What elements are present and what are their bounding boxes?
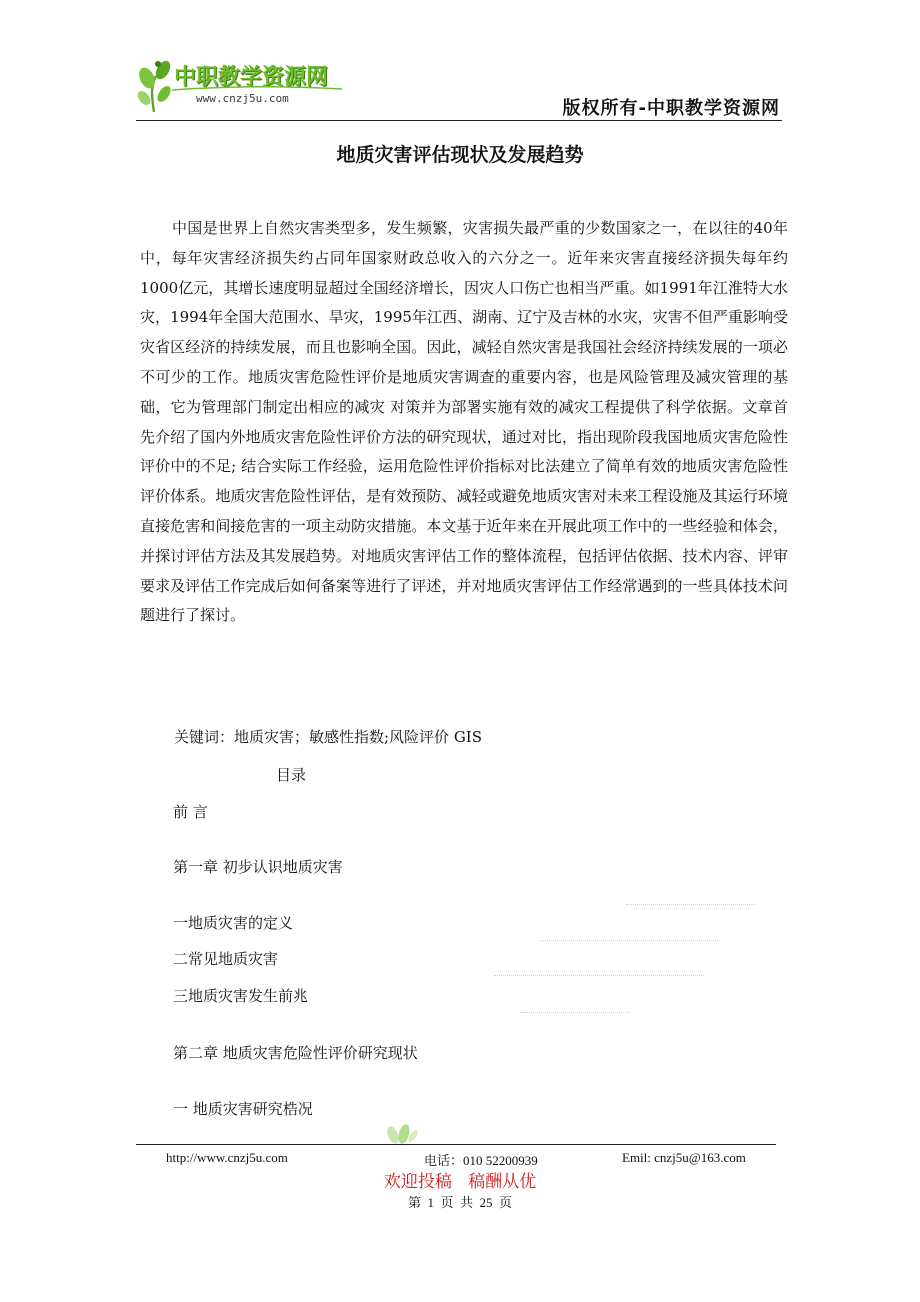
footer-divider (136, 1144, 776, 1145)
toc-item-definition[interactable]: 一地质灾害的定义 (173, 914, 294, 932)
footer-website-link[interactable]: http://www.cnzj5u.com (166, 1150, 288, 1165)
document-title: 地质灾害评估现状及发展趋势 (336, 144, 584, 166)
toc-item-chapter-2[interactable]: 第二章 地质灾害危险性评价研究现状 (173, 1044, 418, 1062)
footer-phone: 电话：010 52200939 (424, 1153, 538, 1168)
page-number: 第 1 页 共 25 页 (407, 1195, 512, 1210)
toc-item-research-overview[interactable]: 一 地质灾害研究梏况 (173, 1100, 313, 1118)
site-logo[interactable] (136, 58, 346, 114)
toc-leader-dots (626, 904, 756, 905)
page-header (136, 58, 784, 122)
keywords-line: 关键词：地质灾害；敏感性指数;风险评价 GIS (174, 728, 483, 746)
toc-item-precursors[interactable]: 三地质灾害发生前兆 (173, 987, 309, 1005)
toc-leader-dots (494, 975, 704, 976)
footer-slogan: 欢迎投稿 稿酬从优 (383, 1172, 537, 1192)
logo-underline-icon (172, 86, 342, 92)
header-divider (136, 120, 782, 121)
leaf-icon (136, 58, 176, 114)
toc-leader-dots (520, 1012, 630, 1013)
logo-url: www.cnzj5u.com (196, 92, 289, 105)
toc-item-preface[interactable]: 前 言 (173, 803, 208, 821)
watermark-leaf-icon (384, 1124, 418, 1146)
copyright-notice: 版权所有-中职教学资源网 (562, 98, 780, 119)
abstract-paragraph: 中国是世界上自然灾害类型多，发生频繁，灾害损失最严重的少数国家之一，在以往的40年中，每年灾害经济损失约占同年国家财政总收入的六分之一。近年来灾害直接经济损失每年约1000亿元，其增长速度明显超过全国经济增长，因灾人口伤亡也相当严重。如1991年江淮特大水灾，1994年全国大范围水、旱灾，1995年江西、湖南、辽宁及吉林的水灾，灾害不但严重影响受灾省区经济的持续发展，而且也影响全国。因此，减轻自然灾害是我国社会经济持续发展的一项必不可少的工作。地质灾害危险性评价是地质灾害调查的重要内容，也是风险管理及减灾管理的基础，它为管理部门制定出相应的减灾 对策并为部署实施有效的减灾工程提供了科学依据。文章首先介绍了国内外地质灾害危险性评价方法的研究现状，通过对比，指出现阶段我国地质灾害危险性评价中的不足; 结合实际工作经验，运用危险性评价指标对比法建立了简单有效的地质灾害危险性评价体系。地质灾害危险性评估，是有效预防、减轻或避免地质灾害对未来工程设施及其运行环境直接危害和间接危害的一项主动防灾措施。本文基于近年来在开展此项工作中的一些经验和体会，并探讨评估方法及其发展趋势。对地质灾害评估工作的整体流程，包括评估依据、技术内容、评审要求及评估工作完成后如何备案等进行了评述，并对地质灾害评估工作经常遇到的一些具体技术问题进行了探讨。 (140, 219, 788, 625)
toc-title: 目录 (276, 766, 307, 784)
toc-item-common-hazards[interactable]: 二常见地质灾害 (173, 950, 279, 968)
toc-leader-dots (540, 940, 720, 941)
footer-email[interactable]: Emil: cnzj5u@163.com (622, 1150, 746, 1165)
logo-text: 中职教学资源网 (174, 65, 329, 90)
toc-item-chapter-1[interactable]: 第一章 初步认识地质灾害 (173, 858, 343, 876)
